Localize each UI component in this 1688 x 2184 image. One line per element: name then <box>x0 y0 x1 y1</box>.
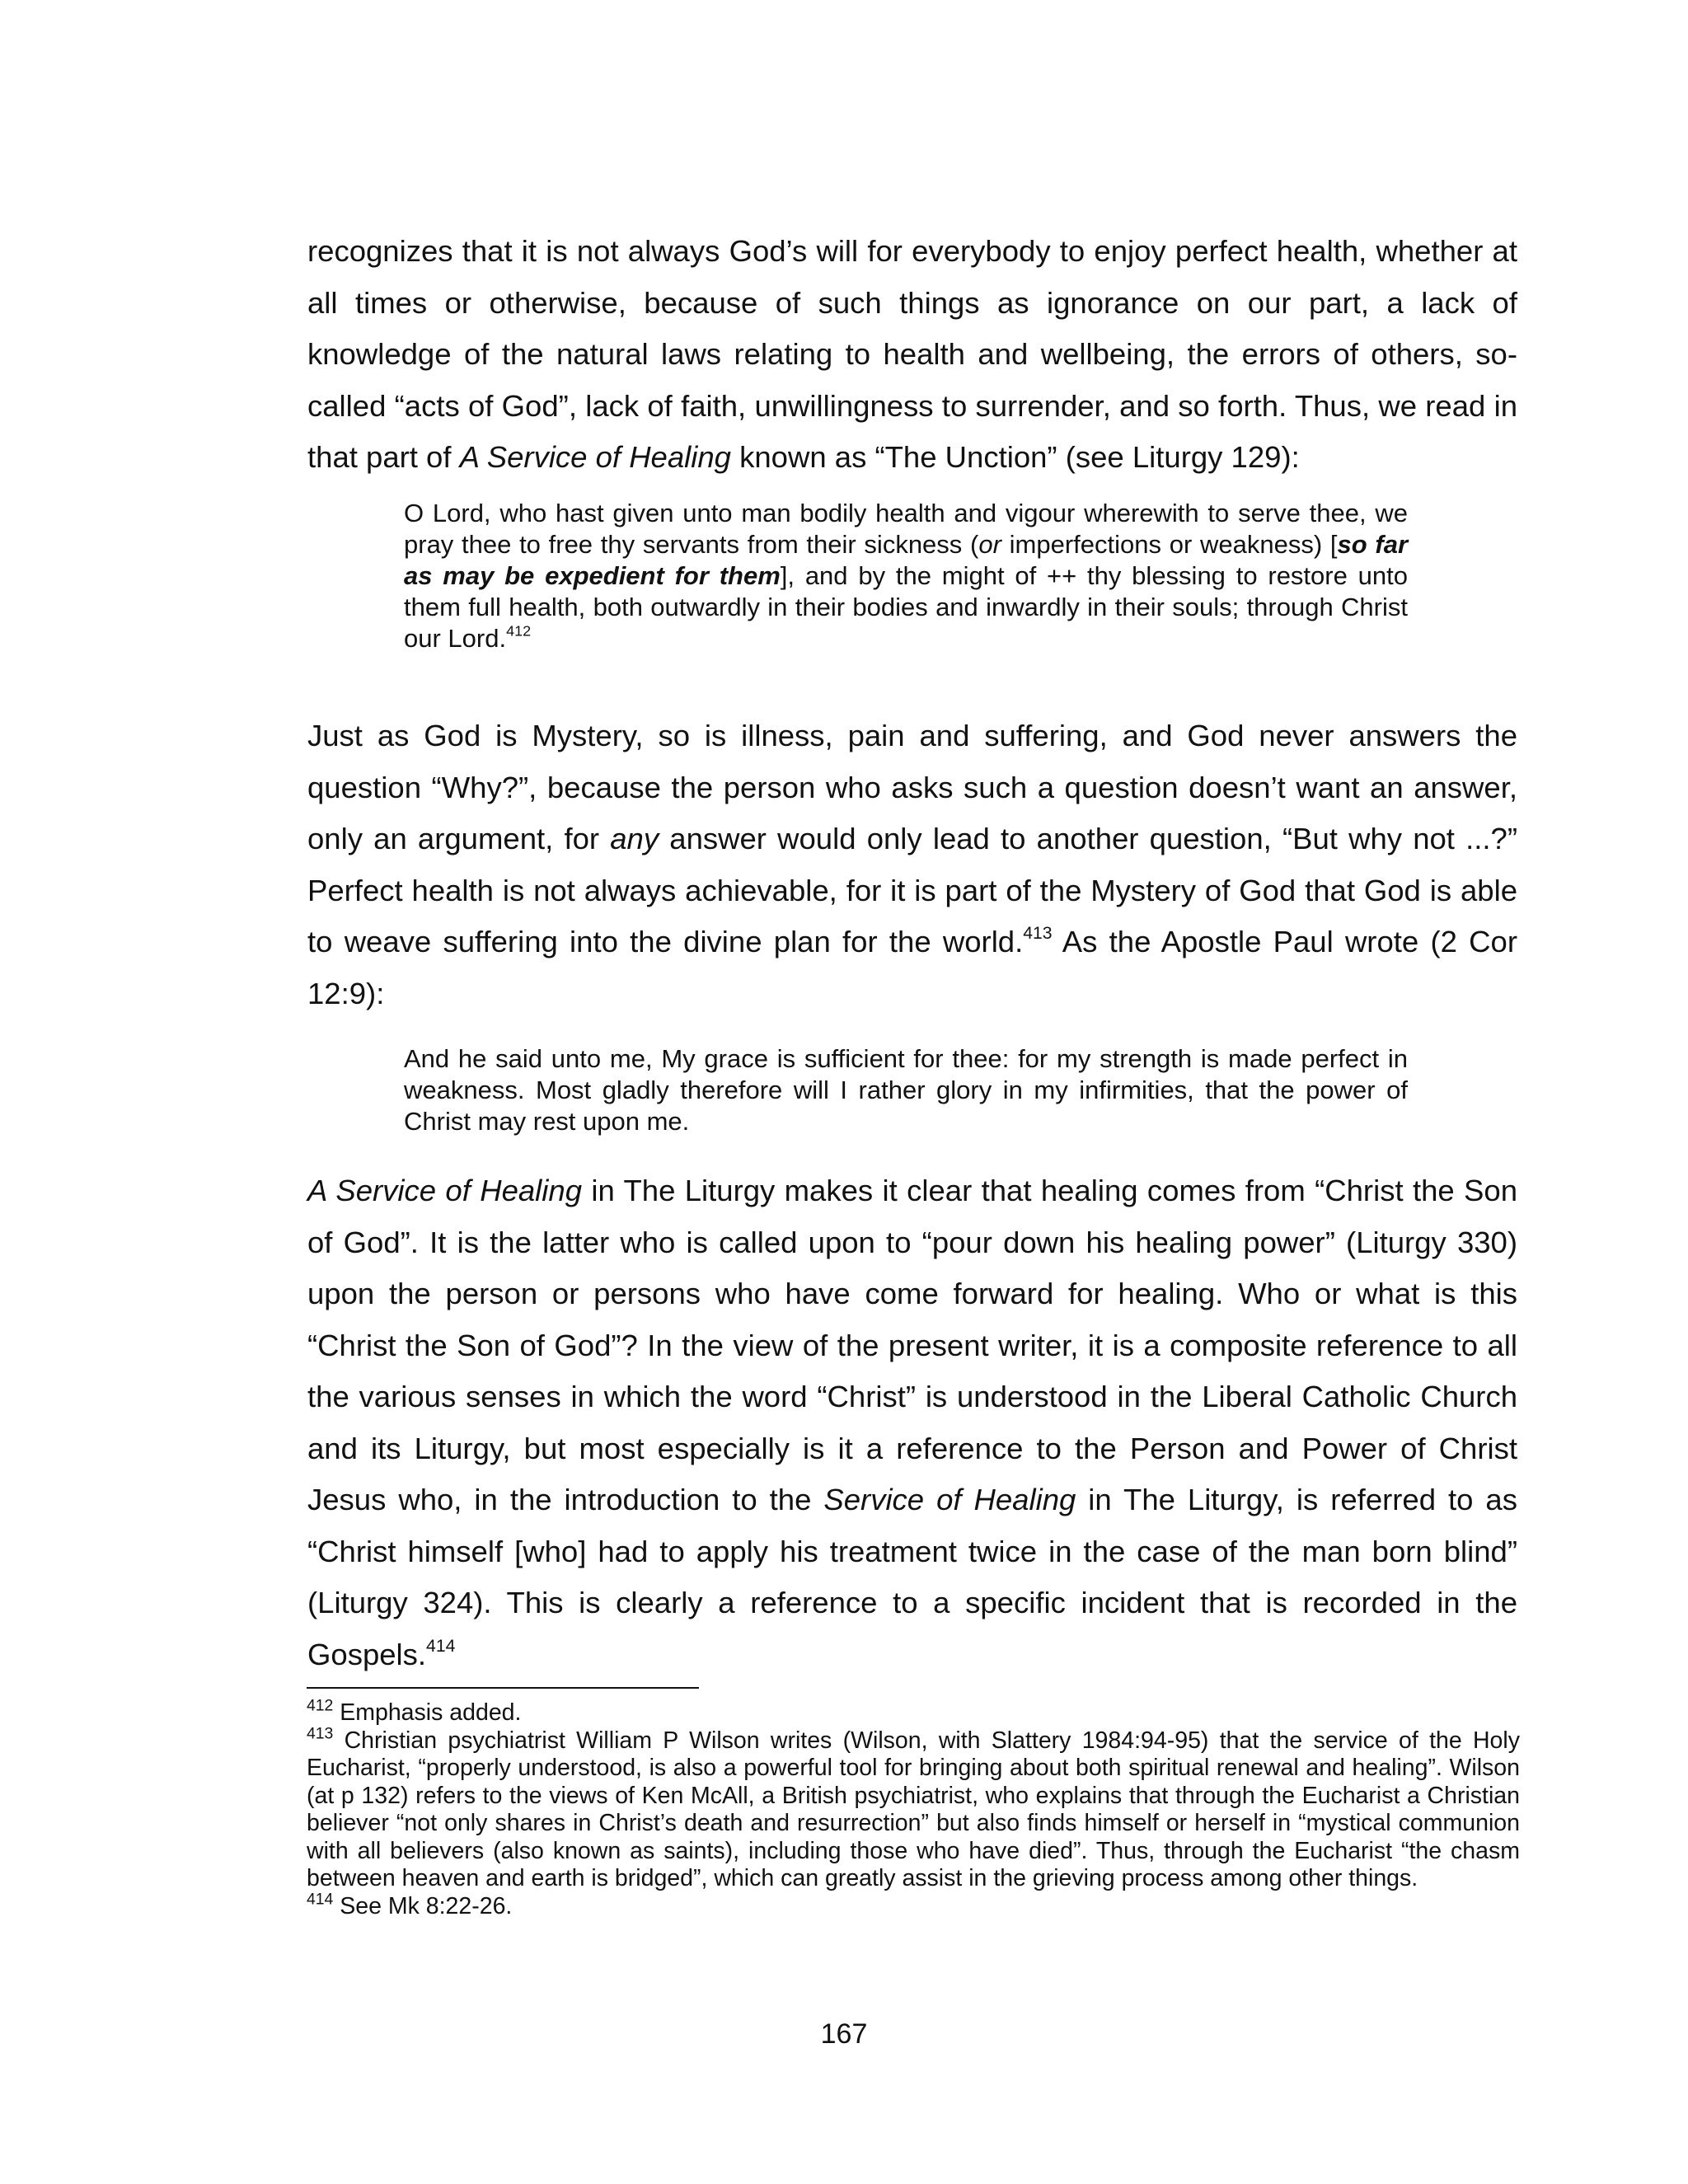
footnote-number: 414 <box>307 1889 334 1908</box>
body-paragraph-2 <box>307 710 1517 1019</box>
footnote-reference: 412 <box>506 622 532 640</box>
quote-text: imperfections or weakness) [ <box>1001 530 1338 559</box>
italic-title: A Service of Healing <box>307 1174 582 1207</box>
footnote-text: Emphasis added. <box>333 1699 522 1726</box>
footnote-412 <box>307 1696 1520 1727</box>
paragraph-text: known as “The Unction” (see Liturgy 129): <box>730 440 1300 474</box>
italic-word: or <box>978 530 1001 559</box>
bold-italic-emphasis: so far as may be expedient for them <box>404 530 1409 590</box>
footnote-reference: 414 <box>426 1636 456 1656</box>
footnote-414 <box>307 1889 1520 1921</box>
quote-text: ], and by the might of ++ thy blessing to restore unto them full health, both outwardly in their bodies and inwardly in their souls; through Christ our Lord. <box>404 561 1408 653</box>
footnote-divider <box>307 1687 699 1689</box>
paragraph-text: answer would only lead to another question, “But why not ...?” Perfect health is not always achievable, for it is part of the Mystery of God that God is able to weave suffering into the divine plan for the world. <box>307 822 1517 958</box>
body-paragraph-3 <box>307 1165 1517 1680</box>
italic-title: A Service of Healing <box>459 440 731 474</box>
italic-word: any <box>610 822 659 855</box>
block-quote-corinthians <box>404 1043 1408 1137</box>
body-paragraph-1 <box>307 226 1517 484</box>
paragraph-text: As the Apostle Paul wrote (2 Cor 12:9): <box>307 925 1517 1010</box>
paragraph-text: Just as God is Mystery, so is illness, pain and suffering, and God never answers the question “Why?”, because the person who asks such a question doesn’t want an answer, only an argument, for <box>307 719 1517 855</box>
footnote-number: 413 <box>307 1723 334 1742</box>
paragraph-text: recognizes that it is not always God’s will for everybody to enjoy perfect health, whether at all times or otherwise, because of such things as ignorance on our part, a lack of knowledge of the natural laws relating to health and wellbeing, the errors of others, so-called “acts of God”, lack of faith, unwillingness to surrender, and so forth. Thus, we read in that part of <box>307 234 1517 474</box>
paragraph-text: in The Liturgy makes it clear that healing comes from “Christ the Son of God”. It is the latter who is called upon to “pour down his healing power” (Liturgy 330) upon the person or persons who have come forward for healing. Who or what is this “Christ the Son of God”? In the view of the present writer, it is a composite reference to all the various senses in which the word “Christ” is understood in the Liberal Catholic Church and its Liturgy, but most especially is it a reference to the Person and Power of Christ Jesus who, in the introduction to the <box>307 1174 1517 1516</box>
footnote-text: See Mk 8:22-26. <box>333 1892 513 1919</box>
block-quote-unction <box>404 498 1408 654</box>
page-number: 167 <box>820 2018 868 2050</box>
paragraph-text: in The Liturgy, is referred to as “Christ himself [who] had to apply his treatment twice in the case of the man born blind” (Liturgy 324). This is clearly a reference to a specific incident that is recorded in the Gospels. <box>307 1483 1517 1671</box>
footnote-number: 412 <box>307 1696 334 1715</box>
footnote-text: Christian psychiatrist William P Wilson writes (Wilson, with Slattery 1984:94-95) that the service of the Holy Eucharist, “properly understood, is also a powerful tool for bringing about both spiritual renewal and healing”. Wilson (at p 132) refers to the views of Ken McAll, a British psychiatrist, who explains that through the Eucharist a Christian believer “not only shares in Christ’s death and resurrection” but also finds himself or herself in “mystical communion with all believers (also known as saints), including those who have died”. Thus, through the Eucharist “the chasm between heaven and earth is bridged”, which can greatly assist in the grieving process among other things. <box>307 1727 1520 1891</box>
quote-text: And he said unto me, My grace is sufficient for thee: for my strength is made perfect in weakness. Most gladly therefore will I rather glory in my infirmities, that the power of Christ may rest upon me. <box>404 1044 1408 1136</box>
footnotes <box>307 1696 1520 1920</box>
quote-text: O Lord, who hast given unto man bodily health and vigour wherewith to serve thee, we pray thee to free thy servants from their sickness ( <box>404 499 1408 559</box>
footnote-reference: 413 <box>1023 924 1053 944</box>
italic-title: Service of Healing <box>823 1483 1076 1516</box>
footnote-413 <box>307 1723 1520 1893</box>
